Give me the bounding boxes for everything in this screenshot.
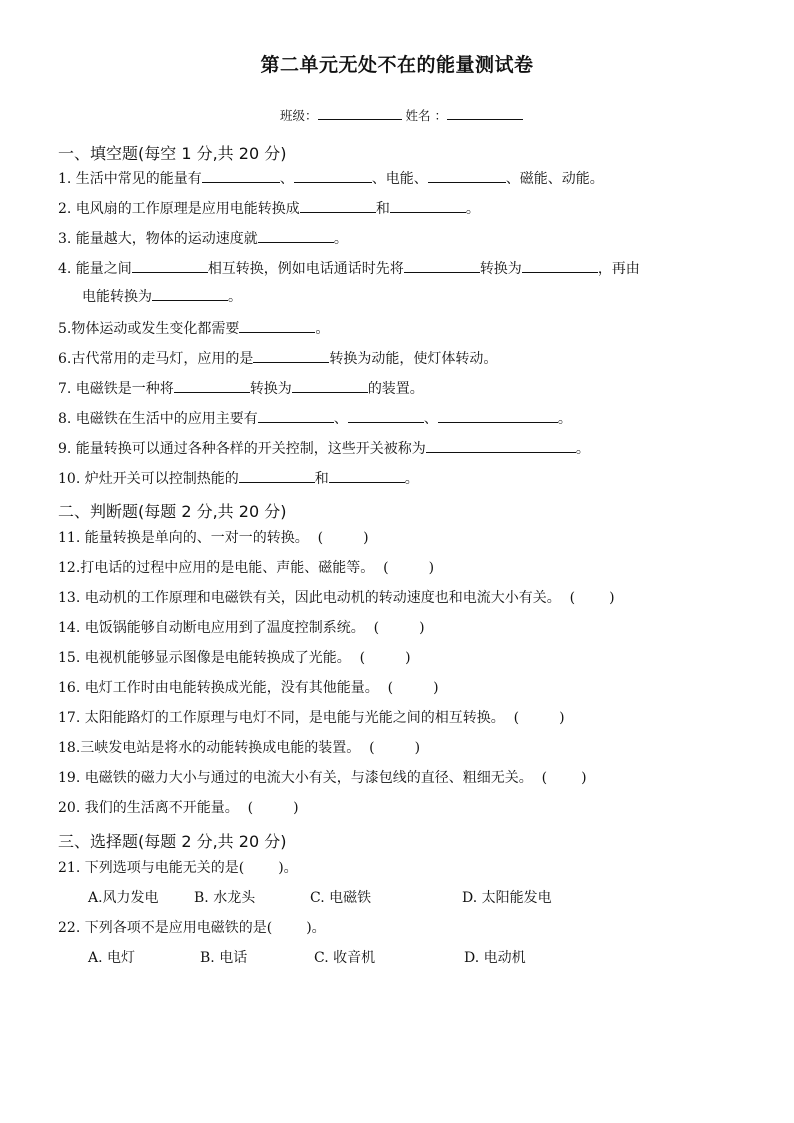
answer-blank[interactable]	[438, 409, 558, 423]
answer-blank[interactable]	[404, 259, 480, 273]
name-blank[interactable]	[447, 106, 523, 120]
question-6: 6.古代常用的走马灯，应用的是 转换为动能，使灯体转动。	[58, 351, 498, 367]
option-a[interactable]: A.风力发电	[88, 890, 159, 906]
answer-blank[interactable]	[294, 169, 372, 183]
section-judge-heading: 二、判断题(每题 2 分,共 20 分)	[58, 502, 287, 521]
answer-blank[interactable]	[426, 439, 576, 453]
section-fill-heading: 一、填空题(每空 1 分,共 20 分)	[58, 144, 287, 163]
answer-blank[interactable]	[292, 379, 368, 393]
question-9: 9. 能量转换可以通过各种各样的开关控制，这些开关被称为 。	[58, 441, 590, 457]
answer-blank[interactable]	[348, 409, 424, 423]
question-7: 7. 电磁铁是一种将 转换为 的装置。	[58, 381, 424, 397]
answer-blank[interactable]	[329, 469, 405, 483]
answer-blank[interactable]	[253, 349, 329, 363]
question-14: 14. 电饭锅能够自动断电应用到了温度控制系统。 ( )	[58, 620, 425, 636]
question-19: 19. 电磁铁的磁力大小与通过的电流大小有关，与漆包线的直径、粗细无关。 ( )	[58, 770, 587, 786]
class-label: 班级：	[280, 108, 318, 123]
answer-blank[interactable]	[174, 379, 250, 393]
answer-blank[interactable]	[152, 287, 228, 301]
question-3: 3. 能量越大，物体的运动速度就 。	[58, 231, 348, 247]
question-20: 20. 我们的生活离不开能量。 ( )	[58, 800, 299, 816]
option-d[interactable]: D. 电动机	[464, 950, 526, 966]
question-1: 1. 生活中常见的能量有 、 、电能、 、磁能、动能。	[58, 171, 604, 187]
option-a[interactable]: A. 电灯	[88, 950, 136, 966]
question-22: 22. 下列各项不是应用电磁铁的是( )。	[58, 920, 326, 936]
question-2: 2. 电风扇的工作原理是应用电能转换成 和 。	[58, 201, 480, 217]
question-8: 8. 电磁铁在生活中的应用主要有 、 、 。	[58, 411, 572, 427]
student-info	[280, 106, 523, 124]
question-21: 21. 下列选项与电能无关的是( )。	[58, 860, 298, 876]
question-4-cont: 电能转换为 。	[82, 289, 242, 305]
answer-blank[interactable]	[428, 169, 506, 183]
option-c[interactable]: C. 收音机	[314, 950, 376, 966]
answer-blank[interactable]	[300, 199, 376, 213]
answer-blank[interactable]	[239, 319, 315, 333]
answer-blank[interactable]	[258, 229, 334, 243]
page-title: 第二单元无处不在的能量测试卷	[260, 54, 534, 76]
option-c[interactable]: C. 电磁铁	[310, 890, 372, 906]
section-choice-heading: 三、选择题(每题 2 分,共 20 分)	[58, 832, 287, 851]
option-b[interactable]: B. 水龙头	[194, 890, 256, 906]
question-13: 13. 电动机的工作原理和电磁铁有关，因此电动机的转动速度也和电流大小有关。 ( )	[58, 590, 615, 606]
question-18: 18.三峡发电站是将水的动能转换成电能的装置。 ( )	[58, 740, 421, 756]
class-blank[interactable]	[318, 106, 402, 120]
option-d[interactable]: D. 太阳能发电	[462, 890, 552, 906]
answer-blank[interactable]	[258, 409, 334, 423]
question-16: 16. 电灯工作时由电能转换成光能，没有其他能量。 ( )	[58, 680, 439, 696]
name-label: 姓名 ：	[405, 108, 447, 123]
question-17: 17. 太阳能路灯的工作原理与电灯不同，是电能与光能之间的相互转换。 ( )	[58, 710, 565, 726]
answer-blank[interactable]	[390, 199, 466, 213]
question-12: 12.打电话的过程中应用的是电能、声能、磁能等。 ( )	[58, 560, 435, 576]
question-15: 15. 电视机能够显示图像是电能转换成了光能。 ( )	[58, 650, 411, 666]
answer-blank[interactable]	[132, 259, 208, 273]
question-5: 5.物体运动或发生变化都需要 。	[58, 321, 330, 337]
answer-blank[interactable]	[239, 469, 315, 483]
question-4: 4. 能量之间 相互转换，例如电话通话时先将 转换为 ，再由	[58, 261, 640, 277]
question-10: 10. 炉灶开关可以控制热能的 和 。	[58, 471, 419, 487]
answer-blank[interactable]	[202, 169, 280, 183]
answer-blank[interactable]	[522, 259, 598, 273]
option-b[interactable]: B. 电话	[200, 950, 248, 966]
question-11: 11. 能量转换是单向的、一对一的转换。 ( )	[58, 530, 369, 546]
